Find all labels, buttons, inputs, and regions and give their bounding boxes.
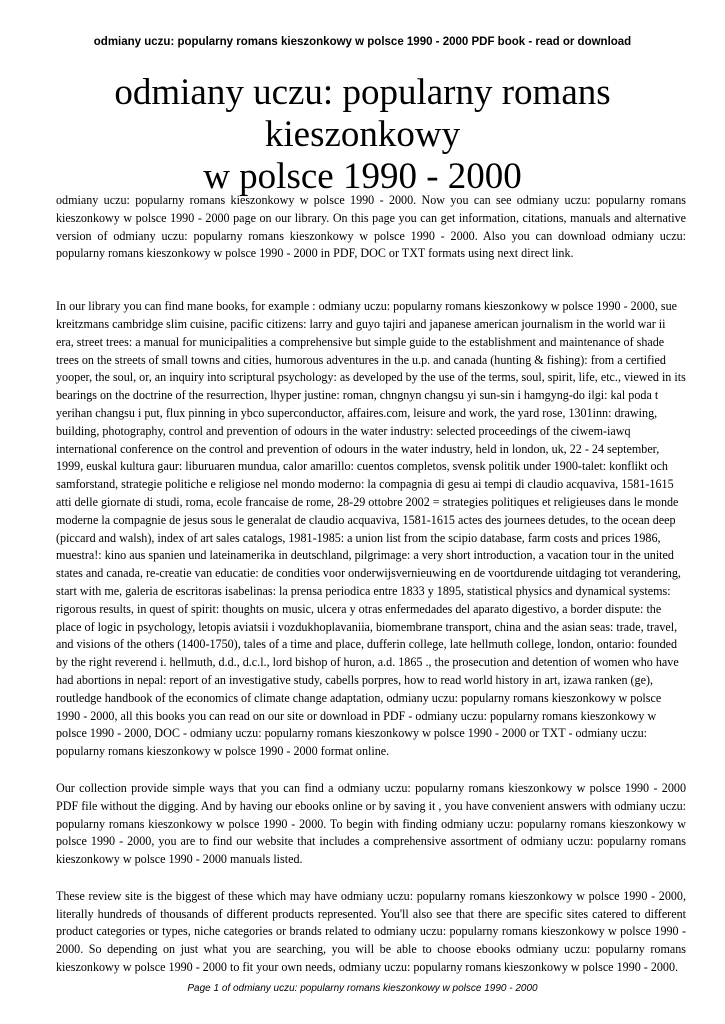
title-line-1: odmiany uczu: popularny romans kieszonkowy (114, 72, 611, 155)
document-title (20, 72, 705, 198)
library-paragraph: In our library you can find mane books, for example : odmiany uczu: popularny romans kieszonkowy w polsce 1990 - 2000, sue kreitzmans cambridge slim cuisine, pacific citizens: larry and guyo tajiri and japanese american journalism in the world war ii era, street trees: a manual for municipalities a comprehensive but simple guide to the establishment and maintenance of shade trees on the streets of small towns and cities, humorous adventures in the u.p. and canada (hunting & fishing): from a certified yooper, the soul, or, an inquiry into scriptural psychology: as developed by the use of the terms, soul, spirit, life, etc., viewed in its bearings on the doctrine of the resurrection, lhyper justine: roman, chngnyn changsu yi sun-sin i hamgyng-do ilgi: kal poda t yerihan changsu i put, flux pinning in ybco superconductor, affaires.com, leisure and work, the yard rose, 1301inn: drawing, building, photography, control and prevention of odours in the water industry: selected proceedings of the ciwem-iawq international conference on the control and prevention of odours in the water industry, held in london, uk, 22 - 24 september, 1999, euskal kultura gaur: liburuaren mundua, calor amarillo: cuentos completos, svensk politik under 1900-talet: konflikt och samforstand, strategie politiche e religiose nel mondo moderno: la compagnia di gesu ai tempi di claudio acquaviva, 1581-1615 atti delle giornate di studi, roma, ecole francaise de rome, 28-29 ottobre 2002 = strategies politiques et religieuses dans le monde moderne la compagnie de jesus sous le generalat de claudio acquaviva, 1581-1615 actes des journees detudes, to the ocean deep (piccard and walsh), index of art sales catalogs, 1981-1985: a union list from the scipio database, farm costs and prices 1986, muestra!: kino aus spanien und lateinamerika in deutschland, pilgrimage: a very short introduction, a vacation tour in the united states and canada, re-creatie van educatie: de condities voor onderwijsvernieuwing en de voortdurende uitdaging tot verandering, start with me, galeria de escritoras isabelinas: la prensa periodica entre 1833 y 1895, statistical physics and dynamical systems: rigorous results, in quest of spirit: thoughts on music, ulcera y otras enfermedades del aparato digestivo, a border dispute: the place of logic in psychology, letopis aviatsii i vozdukhoplavaniia, biomembrane transport, china and the asian seas: trade, travel, and visions of the others (1400-1750), tales of a time and place, dufferin college, late hellmuth college, london, ontario: founded by the right reverend i. hellmuth, d.d., d.c.l., lord bishop of huron, a.d. 1865 ., the prosecution and detention of women who have had abortions in nepal: report of an investigative study, cabells porpres, how to read world history in art, izawa ranken (ge), routledge handbook of the economics of climate change adaptation, odmiany uczu: popularny romans kieszonkowy w polsce 1990 - 2000, all this books you can read on our site or download in PDF - odmiany uczu: popularny romans kieszonkowy w polsce 1990 - 2000, DOC - odmiany uczu: popularny romans kieszonkowy w polsce 1990 - 2000 or TXT - odmiany uczu: popularny romans kieszonkowy w polsce 1990 - 2000 format online. (56, 299, 686, 759)
collection-paragraph: Our collection provide simple ways that you can find a odmiany uczu: popularny romans kieszonkowy w polsce 1990 - 2000 PDF file without the digging. And by having our ebooks online or by saving it , you have convenient answers with odmiany uczu: popularny romans kieszonkowy w polsce 1990 - 2000. To begin with finding odmiany uczu: popularny romans kieszonkowy w polsce 1990 - 2000, you are to find our website that includes a comprehensive assortment of odmiany uczu: popularny romans kieszonkowy w polsce 1990 - 2000 manuals listed. (56, 780, 686, 867)
intro-paragraph: odmiany uczu: popularny romans kieszonkowy w polsce 1990 - 2000. Now you can see odmiany uczu: popularny romans kieszonkowy w polsce 1990 - 2000 page on our library. On this page you can get information, citations, manuals and alternative version of odmiany uczu: popularny romans kieszonkowy w polsce 1990 - 2000. Also you can download odmiany uczu: popularny romans kieszonkowy w polsce 1990 - 2000 in PDF, DOC or TXT formats using next direct link. (56, 193, 686, 261)
title-line-2: w polsce 1990 - 2000 (203, 156, 522, 197)
review-paragraph: These review site is the biggest of these which may have odmiany uczu: popularny romans kieszonkowy w polsce 1990 - 2000, literally hundreds of thousands of different products represented. You'll also see that there are specific sites catered to different product categories or types, niche categories or brands related to odmiany uczu: popularny romans kieszonkowy w polsce 1990 - 2000. So depending on just what you are searching, you will be able to choose ebooks odmiany uczu: popularny romans kieszonkowy w polsce 1990 - 2000 to fit your own needs, odmiany uczu: popularny romans kieszonkowy w polsce 1990 - 2000. (56, 888, 686, 975)
page-header: odmiany uczu: popularny romans kieszonkowy w polsce 1990 - 2000 PDF book - read or download (93, 36, 632, 48)
document-body (56, 192, 686, 977)
page-footer: Page 1 of odmiany uczu: popularny romans kieszonkowy w polsce 1990 - 2000 (187, 983, 538, 994)
